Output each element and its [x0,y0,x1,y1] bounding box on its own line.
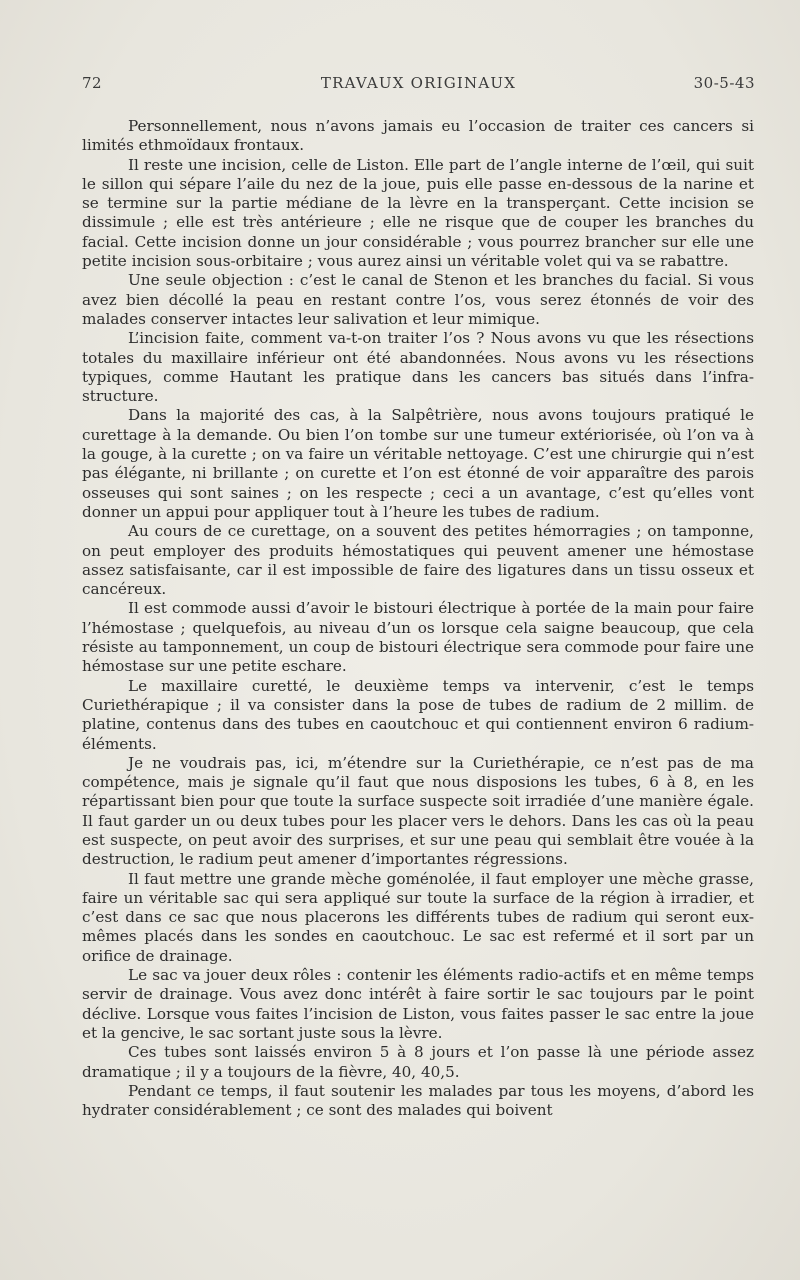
paragraph-11: Le sac va jouer deux rôles : contenir les éléments radio-actifs et en même temps servir de drainage. Vous avez donc intérêt à faire sortir le sac toujours par le point déclive. Lorsque vous faites l’incision de Liston, vous faites passer le sac entre la joue et la gencive, le sac sortant juste sous la lèvre. [82,966,754,1042]
paragraph-4: L’incision faite, comment va-t-on traiter l’os ? Nous avons vu que les résections totales du maxillaire inférieur ont été abandonnées. Nous avons vu les résections typiques, comme Hautant les pratique dans les cancers bas situés dans l’infra-structure. [82,329,754,406]
paragraph-6: Au cours de ce curettage, on a souvent des petites hémorragies ; on tamponne, on peut employer des produits hémostatiques qui peuvent amener une hémostase assez satisfaisante, car il est impossible de faire des ligatures dans un tissu osseux et cancéreux. [82,522,754,599]
running-header [82,74,755,98]
body-text [82,117,754,1120]
paragraph-3: Une seule objection : c’est le canal de Stenon et les branches du facial. Si vous avez bien décollé la peau en restant contre l’os, vous serez étonnés de voir des malades conserver intactes leur salivation et leur mimique. [82,271,754,328]
page-number: 72 [82,74,103,92]
paragraph-5: Dans la majorité des cas, à la Salpêtrière, nous avons toujours pratiqué le curettage à la demande. Ou bien l’on tombe sur une tumeur extériorisée, où l’on va à la gouge, à la curette ; on va faire un véritable nettoyage. C’est une chirurgie qui n’est pas élégante, ni brillante ; on curette et l’on est étonné de voir apparaître des parois osseuses qui sont saines ; on les respecte ; ceci a un avantage, c’est qu’elles vont donner un appui pour appliquer tout à l’heure les tubes de radium. [82,406,754,521]
issue-date: 30-5-43 [693,74,755,92]
paragraph-13: Pendant ce temps, il faut soutenir les malades par tous les moyens, d’abord les hydrater considérablement ; ce sont des malades qui boivent [82,1081,754,1120]
paragraph-7: Il est commode aussi d’avoir le bistouri électrique à portée de la main pour faire l’hémostase ; quelquefois, au niveau d’un os lorsque cela saigne beaucoup, que cela résiste au tamponnement, un coup de bistouri électrique sera commode pour faire une hémostase sur une petite eschare. [82,599,754,676]
paragraph-9: Je ne voudrais pas, ici, m’étendre sur la Curiethérapie, ce n’est pas de ma compétence, mais je signale qu’il faut que nous disposions les tubes, 6 à 8, en les répartissant bien pour que toute la surface suspecte soit irradiée d’une manière égale. Il faut garder un ou deux tubes pour les placer vers le dehors. Dans les cas où la peau est suspecte, on peut avoir des surprises, et sur une peau qui semblait être vouée à la destruction, le radium peut amener d’importantes régressions. [82,753,754,869]
running-title: TRAVAUX ORIGINAUX [320,74,517,92]
paragraph-8: Le maxillaire curetté, le deuxième temps va intervenir, c’est le temps Curiethérapique ; il va consister dans la pose de tubes de radium de 2 millim. de platine, contenus dans des tubes en caoutchouc et qui contiennent environ 6 radium-éléments. [82,676,754,753]
paragraph-10: Il faut mettre une grande mèche goménolée, il faut employer une mèche grasse, faire un véritable sac qui sera appliqué sur toute la surface de la région à irradier, et c’est dans ce sac que nous placerons les différents tubes de radium qui seront eux-mêmes placés dans les sondes en caoutchouc. Le sac est refermé et il sort par un orifice de drainage. [82,869,754,965]
paragraph-12: Ces tubes sont laissés environ 5 à 8 jours et l’on passe là une période assez dramatique ; il y a toujours de la fièvre, 40, 40,5. [82,1043,754,1081]
paragraph-2: Il reste une incision, celle de Liston. Elle part de l’angle interne de l’œil, qui suit le sillon qui sépare l’aile du nez de la joue, puis elle passe en-dessous de la narine et se termine sur la partie médiane de la lèvre en la transperçant. Cette incision se dissimule ; elle est très antérieure ; elle ne risque que de couper les branches du facial. Cette incision donne un jour considérable ; vous pourrez brancher sur elle une petite incision sous-orbitaire ; vous aurez ainsi un véritable volet qui va se rabattre. [82,155,754,271]
paragraph-1: Personnellement, nous n’avons jamais eu l’occasion de traiter ces cancers si limités ethmoïdaux frontaux. [82,117,754,155]
